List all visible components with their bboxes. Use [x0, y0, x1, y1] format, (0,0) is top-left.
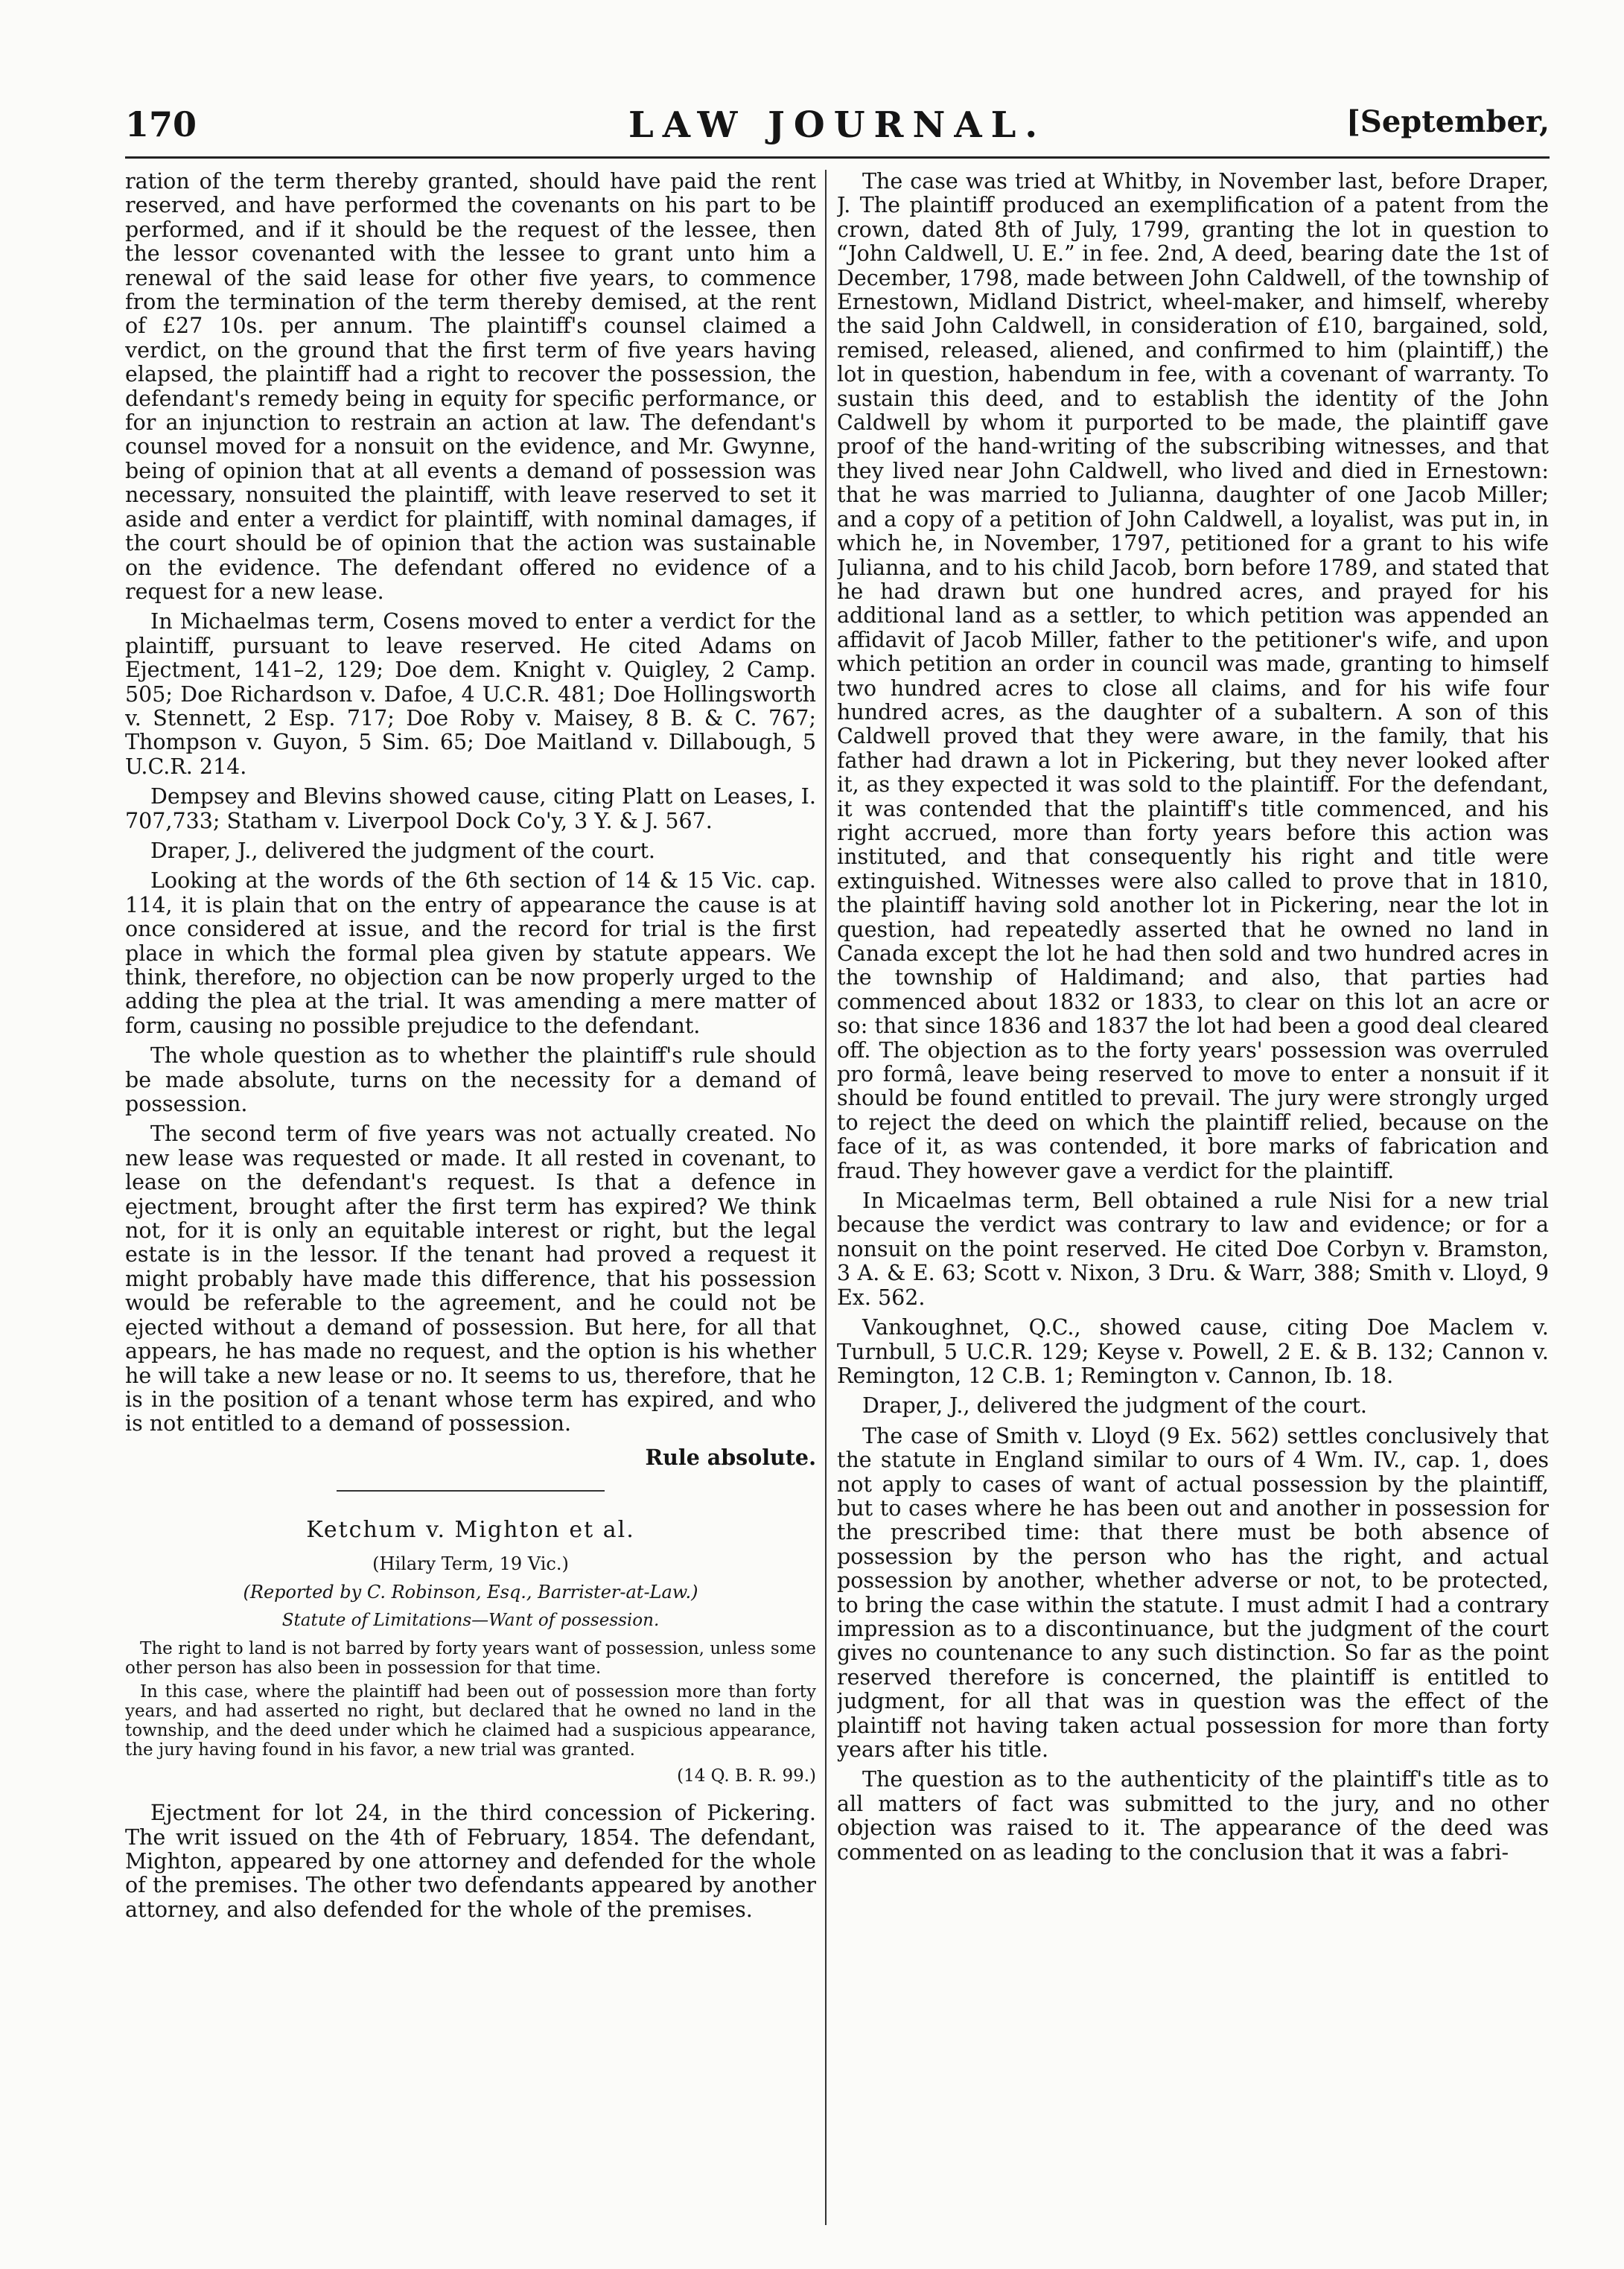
left-column [125, 170, 816, 2225]
case-subject: Statute of Limitations—Want of possession. [281, 1611, 660, 1631]
rule-absolute: Rule absolute. [645, 1444, 816, 1470]
paragraph: The case of Smith v. Lloyd (9 Ex. 562) settles conclusively that the statute in England similar to ours of 4 Wm. IV., cap. 1, does not apply to cases of want of actual possession by the plaintiff, but to cases where he has been out and another in possession for the prescribed time: that there must be both absence of possession by the person who has the right, and actual possession by another, whether adverse or not, to be protected, to bring the case within the statute. I must admit I had a contrary impression as to a discontinuance, but the judgment of the court gives no countenance to any such distinction. So far as the point reserved therefore is concerned, the plaintiff is entitled to judgment, for all that was in question was the effect of the plaintiff not having taken actual possession for more than forty years after his title. [837, 1423, 1549, 1762]
case-reporter: (Reported by C. Robinson, Esq., Barrister-at-Law.) [243, 1581, 698, 1603]
paragraph: The case was tried at Whitby, in November last, before Draper, J. The plaintiff produced an exemplification of a patent from the crown, dated 8th of July, 1799, granting the lot in question to “John Caldwell, U. E.” in fee. 2nd, A deed, bearing date the 1st of December, 1798, made between John Caldwell, of the township of Ernestown, Midland District, wheel-maker, and himself, whereby the said John Caldwell, in consideration of £10, bargained, sold, remised, released, aliened, and confirmed to him (plaintiff,) the lot in question, habendum in fee, with a covenant of warranty. To sustain this deed, and to establish the identity of the John Caldwell by whom it purported to be made, the plaintiff gave proof of the hand-writing of the subscribing witnesses, and that they lived near John Caldwell, who lived and died in Ernestown: that he was married to Julianna, daughter of one Jacob Miller; and a copy of a petition of John Caldwell, a loyalist, was put in, in which he, in November, 1797, petitioned for a grant to his wife Julianna, and to his child Jacob, born before 1789, and stated that he had drawn but one hundred acres, and prayed for his additional land as a settler, to which petition was appended an affidavit of Jacob Miller, father to the petitioner's wife, and upon which petition an order in council was made, granting to himself two hundred acres to close all claims, and for his wife four hundred acres, as the daughter of a subaltern. A son of this Caldwell proved that they were aware, in the family, that his father had drawn a lot in Pickering, but they never looked after it, as they expected it was sold to the plaintiff. For the defendant, it was contended that the plaintiff's title commenced, and his right accrued, more than forty years before this action was instituted, and that consequently his right and title were extinguished. Witnesses were also called to prove that in 1810, the plaintiff having sold another lot in Pickering, near the lot in question, had repeatedly asserted that he owned no land in Canada except the lot he had then sold and two hundred acres in the township of Haldimand; and also, that parties had commenced about 1832 or 1833, to clear on this lot an acre or so: that since 1836 and 1837 the lot had been a good deal cleared off. The objection as to the forty years' possession was overruled pro formâ, leave being reserved to move to enter a nonsuit if it should be found entitled to prevail. The jury were strongly urged to reject the deed on which the plaintiff relied, because on the face of it, as was contended, it bore marks of fabrication and fraud. They however gave a verdict for the plaintiff. [837, 170, 1549, 1183]
paragraph: In Michaelmas term, Cosens moved to enter a verdict for the plaintiff, pursuant to leave reserved. He cited Adams on Ejectment, 141–2, 129; Doe dem. Knight v. Quigley, 2 Camp. 505; Doe Richardson v. Dafoe, 4 U.C.R. 481; Doe Hollingsworth v. Stennett, 2 Esp. 717; Doe Roby v. Maisey, 8 B. & C. 767; Thompson v. Guyon, 5 Sim. 65; Doe Maitland v. Dillabough, 5 U.C.R. 214. [125, 609, 816, 779]
paragraph: In Micaelmas term, Bell obtained a rule Nisi for a new trial because the verdict was contrary to law and evidence; or for a nonsuit on the point reserved. He cited Doe Corbyn v. Bramston, 3 A. & E. 63; Scott v. Nixon, 3 Dru. & Warr, 388; Smith v. Lloyd, 9 Ex. 562. [837, 1188, 1549, 1310]
page-number: 170 [125, 104, 197, 144]
page-header [125, 104, 1550, 164]
headnote: In this case, where the plaintiff had been out of possession more than forty years, and had asserted no right, but declared that he owned no land in the township, and the deed under which he claimed had a suspicious appearance, the jury having found in his favor, a new trial was granted. [125, 1681, 816, 1760]
paragraph: Dempsey and Blevins showed cause, citing Platt on Leases, I. 707,733; Statham v. Liverpool Dock Co'y, 3 Y. & J. 567. [125, 784, 816, 833]
paragraph: Draper, J., delivered the judgment of the court. [862, 1393, 1367, 1419]
section-divider [337, 1490, 605, 1492]
right-column [837, 170, 1549, 2225]
column-divider [825, 170, 827, 2225]
paragraph: Vankoughnet, Q.C., showed cause, citing Doe Maclem v. Turnbull, 5 U.C.R. 129; Keyse v. Powell, 2 E. & B. 132; Cannon v. Remington, 12 C.B. 1; Remington v. Cannon, Ib. 18. [837, 1315, 1549, 1388]
paragraph: The second term of five years was not actually created. No new lease was requested or made. It all rested in covenant, to lease on the defendant's request. Is that a defence in ejectment, brought after the first term has expired? We think not, for it is only an equitable interest or right, but the legal estate is in the lessor. If the tenant had proved a request it might probably have made this difference, that his possession would be referable to the agreement, and he could not be ejected without a demand of possession. But here, for all that appears, he has made no request, and the option is his whether he will take a new lease or no. It seems to us, therefore, that he is in the position of a tenant whose term has expired, and who is not entitled to a demand of possession. [125, 1121, 816, 1436]
paragraph: ration of the term thereby granted, should have paid the rent reserved, and have performed the covenants on his part to be performed, and if it should be the request of the lessee, then the lessor covenanted with the lessee to grant unto him a renewal of the said lease for other five years, to commence from the termination of the term thereby demised, at the rent of £27 10s. per annum. The plaintiff's counsel claimed a verdict, on the ground that the first term of five years having elapsed, the plaintiff had a right to recover the possession, the defendant's remedy being in equity for specific performance, or for an injunction to restrain an action at law. The defendant's counsel moved for a nonsuit on the evidence, and Mr. Gwynne, being of opinion that at all events a demand of possession was necessary, nonsuited the plaintiff, with leave reserved to set it aside and enter a verdict for plaintiff, with nominal damages, if the court should be of opinion that the action was sustainable on the evidence. The defendant offered no evidence of a request for a new lease. [125, 170, 816, 604]
case-term: (Hilary Term, 19 Vic.) [372, 1553, 569, 1574]
paragraph: Draper, J., delivered the judgment of the court. [150, 838, 655, 863]
paragraph: Looking at the words of the 6th section of 14 & 15 Vic. cap. 114, it is plain that on the entry of appearance the cause is at once considered at issue, and the record for trial is the first place in which the formal plea given by statute appears. We think, therefore, no objection can be now properly urged to the adding the plea at the trial. It was amending a mere matter of form, causing no possible prejudice to the defendant. [125, 868, 816, 1038]
case-citation: (14 Q. B. R. 99.) [677, 1766, 816, 1786]
paragraph: The question as to the authenticity of the plaintiff's title as to all matters of fact was submitted to the jury, and no other objection was raised to it. The appearance of the deed was commented on as leading to the conclusion that it was a fabri- [837, 1767, 1549, 1865]
running-month: [September, [1346, 104, 1550, 139]
paragraph: Ejectment for lot 24, in the third concession of Pickering. The writ issued on the 4th of February, 1854. The defendant, Mighton, appeared by one attorney and defended for the whole of the premises. The other two defendants appeared by another attorney, and also defended for the whole of the premises. [125, 1801, 816, 1922]
headnote: The right to land is not barred by forty years want of possession, unless some other person has also been in possession for that time. [125, 1638, 816, 1678]
case-title: Ketchum v. Mighton et al. [306, 1517, 635, 1544]
running-title: LAW JOURNAL. [628, 104, 1047, 146]
paragraph: The whole question as to whether the plaintiff's rule should be made absolute, turns on the necessity for a demand of possession. [125, 1043, 816, 1117]
header-rule [125, 156, 1550, 159]
